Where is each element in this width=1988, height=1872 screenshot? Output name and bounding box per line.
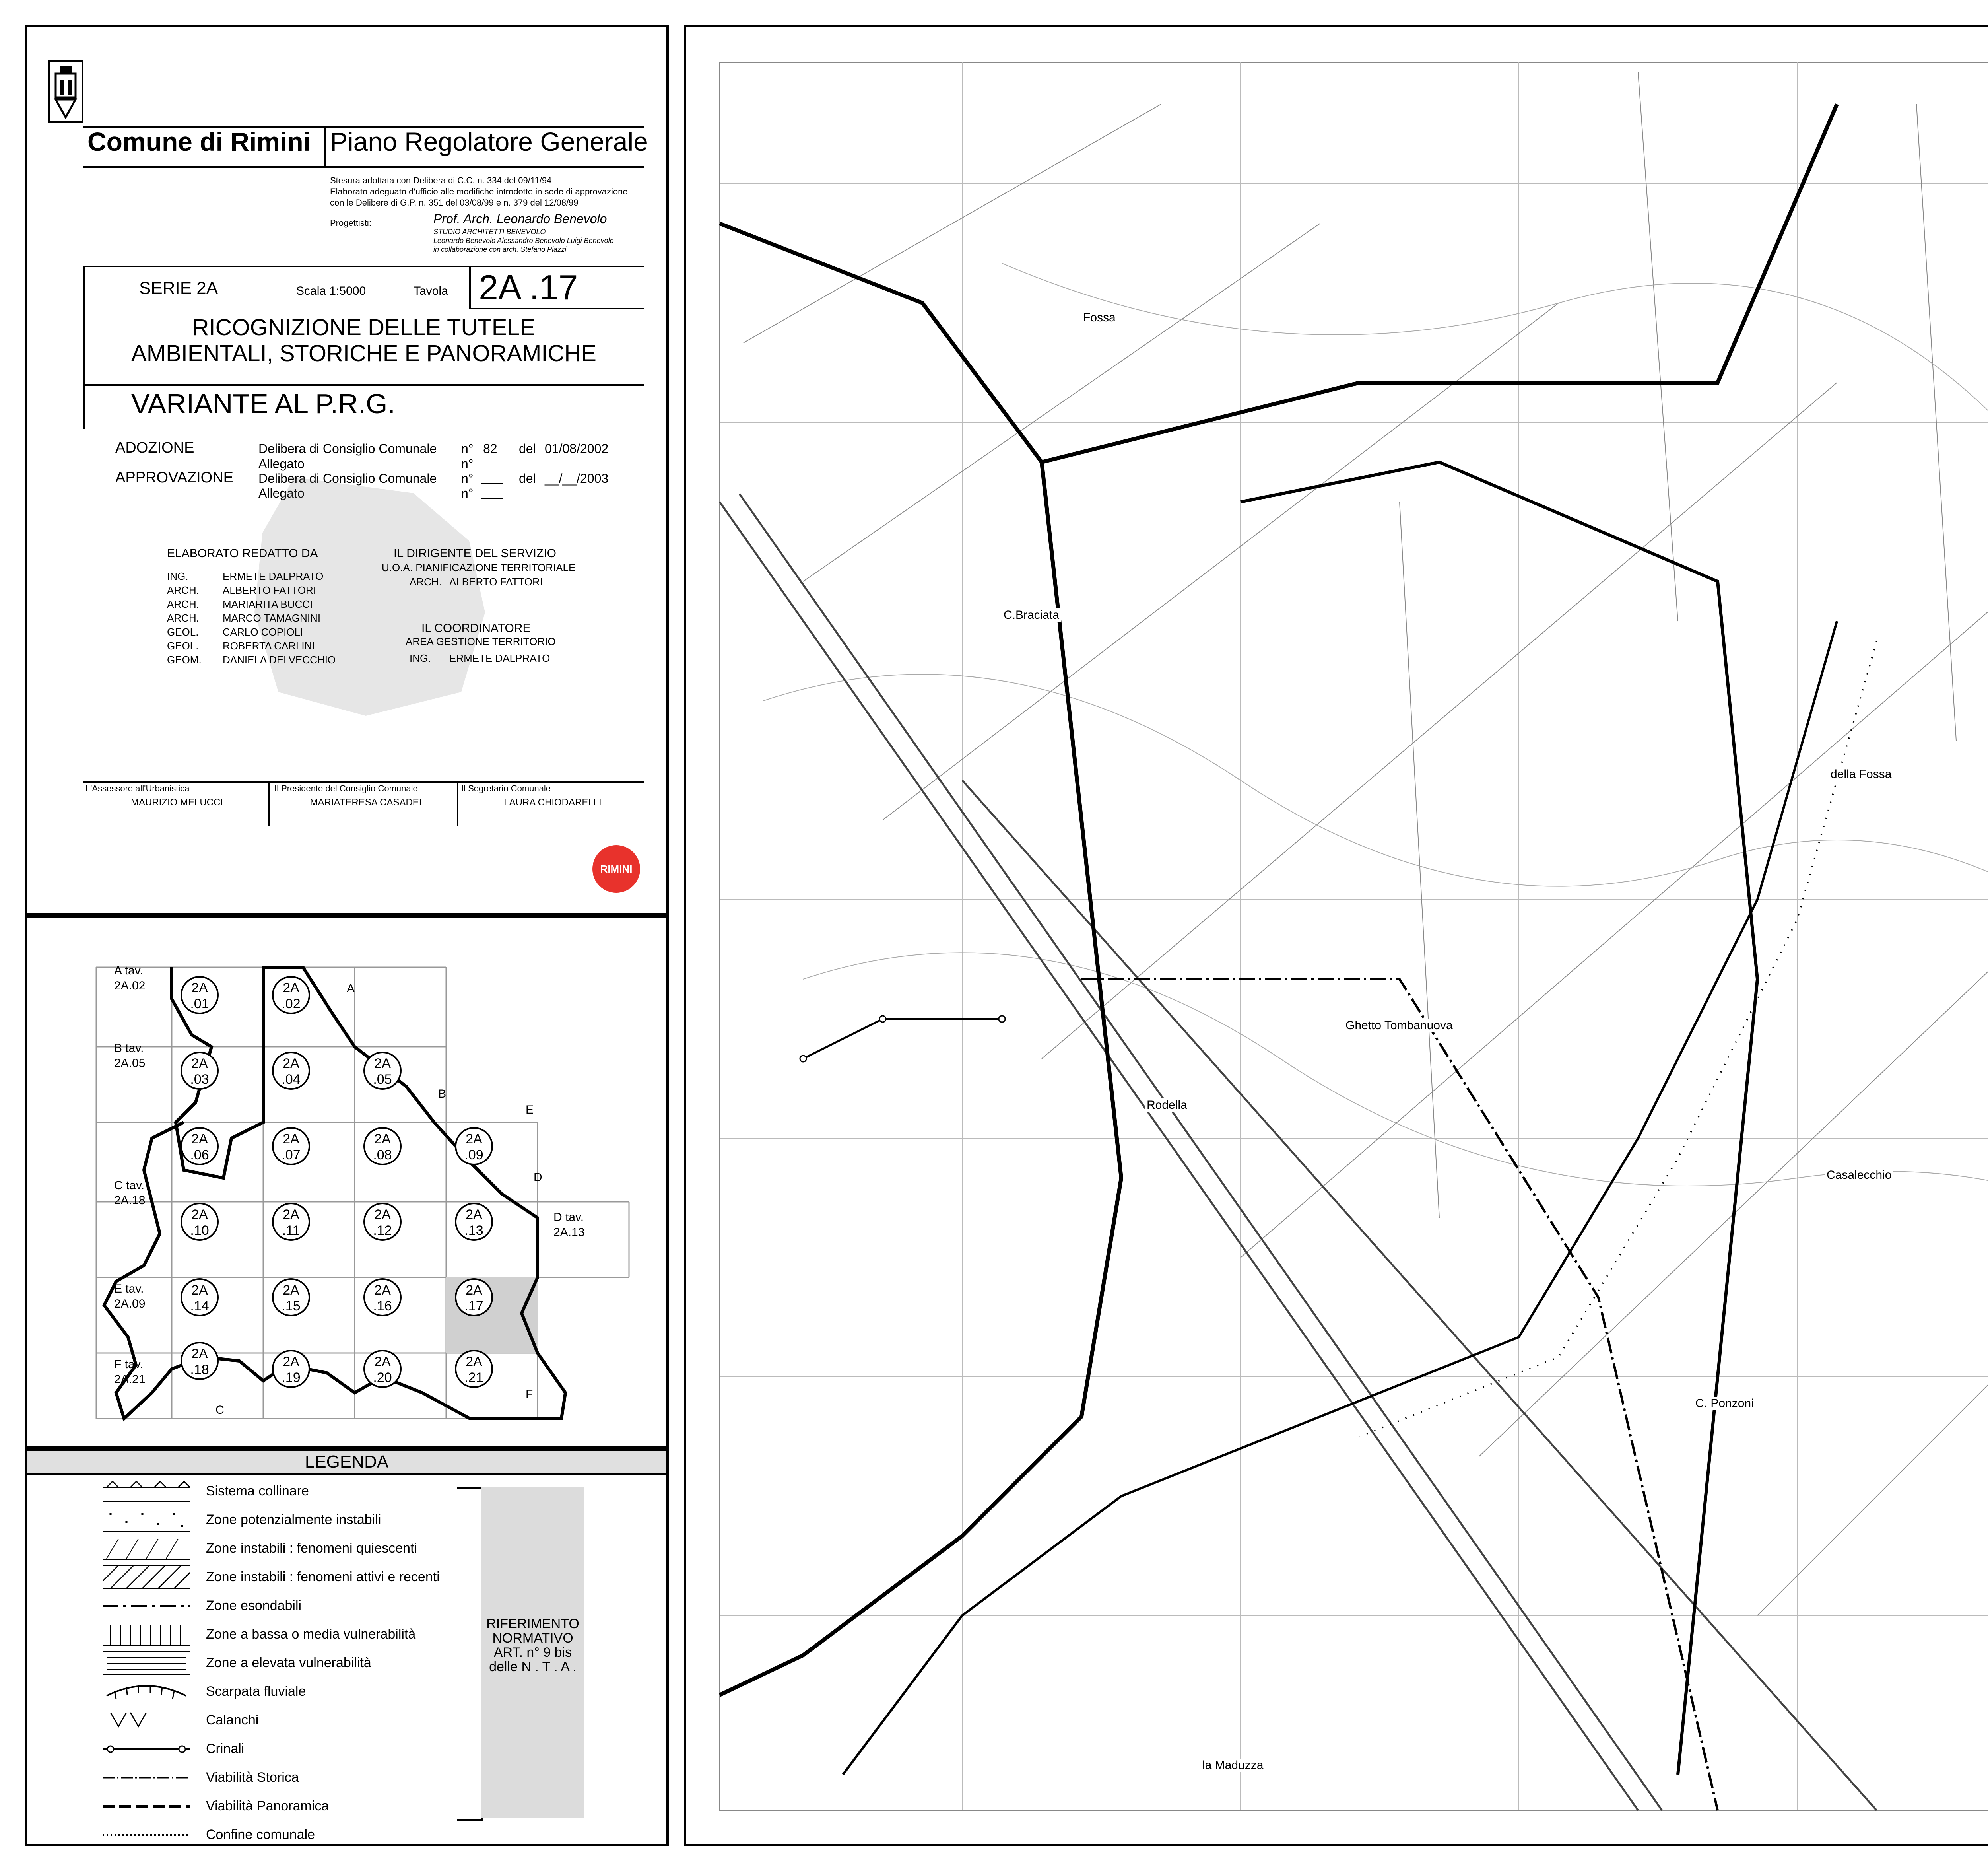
- staff-role: ARCH.: [167, 598, 199, 610]
- signature-label: Il Presidente del Consiglio Comunale: [274, 783, 418, 793]
- map-label-la-maduzza: la Maduzza: [1201, 1759, 1265, 1772]
- index-sheet-circle: 2A .01: [181, 976, 219, 1014]
- adozione-n-label: n°: [461, 441, 474, 456]
- approvazione-date: __/__/2003: [545, 471, 609, 486]
- c-tav: C tav.: [114, 1179, 145, 1192]
- contour-lines: [763, 263, 1988, 1337]
- index-sheet-circle: 2A .20: [363, 1350, 402, 1388]
- map-label-ghetto-tombanuova: Ghetto Tombanuova: [1344, 1019, 1454, 1032]
- viabilita-panoramica-road: [720, 224, 1121, 1695]
- allegato-label: Allegato: [258, 457, 305, 471]
- variante-rule: [83, 384, 644, 386]
- elevata-vulnerabilita-symbol: [103, 1651, 190, 1675]
- index-sheet-circle: 2A .09: [455, 1127, 493, 1165]
- allegato-n-label: n°: [461, 457, 474, 471]
- staff-list: [167, 570, 336, 667]
- confine-comunale-symbol: [103, 1823, 190, 1847]
- scala-label: Scala 1:5000: [296, 284, 366, 297]
- header-rule-bottom: [83, 166, 644, 168]
- d-tav-label: [553, 1210, 584, 1240]
- staff-name: ERMETE DALPRATO: [223, 570, 324, 582]
- bassa-vulnerabilita-symbol: [103, 1623, 190, 1647]
- b-ref: 2A.05: [114, 1057, 146, 1070]
- coordinatore-unit: AREA GESTIONE TERRITORIO: [406, 636, 556, 647]
- staff-row: [167, 653, 336, 667]
- map-label-casalecchio: Casalecchio: [1825, 1168, 1893, 1182]
- index-sheet-circle: 2A .16: [363, 1278, 402, 1316]
- staff-role: GEOL.: [167, 626, 199, 638]
- index-sheet-circle: 2A .05: [363, 1052, 402, 1090]
- staff-role: ARCH.: [167, 612, 199, 624]
- allegato-n-label-2: n°: [461, 486, 474, 500]
- scarpata-fluviale-symbol: [103, 1680, 190, 1704]
- staff-row: [167, 611, 336, 625]
- legend-row-confine-comunale: [27, 1823, 663, 1851]
- progettista-details: [433, 227, 614, 254]
- coordinatore-role: ING.: [410, 652, 431, 664]
- c-ref: 2A.18: [114, 1194, 146, 1207]
- legend-label: Confine comunale: [206, 1827, 315, 1842]
- riferimento-line: delle N . T . A .: [489, 1659, 577, 1674]
- index-sheet-circle: 2A .06: [181, 1127, 219, 1165]
- serie-label: SERIE 2A: [139, 278, 218, 298]
- sistema-collinare-symbol: [103, 1479, 190, 1503]
- legend-label: Calanchi: [206, 1713, 259, 1728]
- adozione-del-label: del: [519, 441, 536, 456]
- stesura-line: Elaborato adeguato d'ufficio alle modifiche introdotte in sede di approvazione: [330, 187, 628, 196]
- progettista-line: in collaborazione con arch. Stefano Piazzi: [433, 245, 567, 253]
- staff-row: [167, 583, 336, 597]
- legend-label: Scarpata fluviale: [206, 1684, 306, 1699]
- index-sheet-circle: 2A .15: [272, 1278, 310, 1316]
- letter-f: F: [526, 1388, 533, 1401]
- stesura-line: Stesura adottata con Delibera di C.C. n. 334 del 09/11/94: [330, 175, 552, 185]
- legend-title-bar: [27, 1451, 666, 1475]
- staff-role: GEOL.: [167, 640, 199, 652]
- index-map: [25, 916, 669, 1448]
- cadastral-map: [684, 25, 1988, 1846]
- index-sheet-circle: 2A .17: [455, 1278, 493, 1316]
- f-tav-label: [114, 1357, 145, 1387]
- index-sheet-circle: 2A .18: [181, 1342, 219, 1380]
- legend-label: Sistema collinare: [206, 1483, 309, 1499]
- map-svg: [684, 25, 1988, 1846]
- signature-name: LAURA CHIODARELLI: [504, 797, 602, 808]
- viabilita-panoramica-road: [1042, 104, 1837, 462]
- legend-label: Zone a elevata vulnerabilità: [206, 1655, 371, 1670]
- staff-row: [167, 597, 336, 611]
- staff-role: ING.: [167, 570, 188, 582]
- piano-name: Piano Regolatore Generale: [330, 127, 648, 156]
- signature-cell: [461, 783, 644, 826]
- dirigente-label: IL DIRIGENTE DEL SERVIZIO: [394, 547, 556, 560]
- letter-b: B: [438, 1087, 447, 1100]
- signature-name: MARIATERESA CASADEI: [310, 797, 422, 808]
- allegato-label-2: Allegato: [258, 486, 305, 500]
- map-label-c-braciata: C.Braciata: [1002, 608, 1061, 622]
- tutele-title-line2: AMBIENTALI, STORICHE E PANORAMICHE: [131, 340, 596, 366]
- index-sheet-circle: 2A .03: [181, 1052, 219, 1090]
- index-sheet-circle: 2A .21: [455, 1350, 493, 1388]
- signature-label: Il Segretario Comunale: [461, 783, 551, 793]
- variante-title: VARIANTE AL P.R.G.: [131, 388, 395, 419]
- rimini-badge: [592, 845, 640, 893]
- approvazione-del-label: del: [519, 471, 536, 486]
- map-grid: [720, 62, 1988, 1810]
- progettisti-label: Progettisti:: [330, 218, 371, 228]
- legend-title: LEGENDA: [305, 1452, 389, 1472]
- rimini-badge-text: RIMINI: [600, 863, 633, 875]
- map-label-rodella: Rodella: [1145, 1098, 1189, 1112]
- approvazione-n-label: n°: [461, 471, 474, 486]
- letter-d: D: [534, 1171, 542, 1184]
- legend-items: [27, 1479, 464, 1845]
- c-tav-label: [114, 1178, 145, 1208]
- legend-label: Viabilità Storica: [206, 1770, 299, 1785]
- tavola-number: 2A .17: [479, 268, 578, 307]
- staff-name: MARCO TAMAGNINI: [223, 612, 321, 624]
- fenomeni-attivi-symbol: [103, 1565, 190, 1589]
- e-tav: E tav.: [114, 1282, 144, 1295]
- legend-label: Zone a bassa o media vulnerabilità: [206, 1627, 416, 1642]
- b-tav: B tav.: [114, 1042, 144, 1055]
- e-ref: 2A.09: [114, 1297, 146, 1310]
- a-tav-label: [114, 963, 145, 993]
- progettista-main: Prof. Arch. Leonardo Benevolo: [433, 212, 607, 226]
- coordinatore-name: ERMETE DALPRATO: [449, 652, 550, 664]
- tavola-label: Tavola: [414, 284, 448, 297]
- e-tav-label: [114, 1281, 145, 1312]
- approvazione-text: Delibera di Consiglio Comunale: [258, 471, 437, 486]
- index-sheet-circle: 2A .08: [363, 1127, 402, 1165]
- index-sheet-circle: 2A .07: [272, 1127, 310, 1165]
- header-divider: [324, 126, 326, 166]
- signature-label: L'Assessore all'Urbanistica: [85, 783, 190, 793]
- railway-lines: [720, 494, 1877, 1810]
- adozione-number: 82: [483, 441, 497, 456]
- staff-name: MARIARITA BUCCI: [223, 598, 313, 610]
- signature-cell: [274, 783, 458, 826]
- d-ref: 2A.13: [553, 1226, 585, 1239]
- signature-name: MAURIZIO MELUCCI: [130, 797, 223, 808]
- riferimento-line: RIFERIMENTO: [486, 1616, 579, 1631]
- staff-name: ROBERTA CARLINI: [223, 640, 315, 652]
- progettista-line: Leonardo Benevolo Alessandro Benevolo Luigi Benevolo: [433, 237, 614, 245]
- legend-label: Zone instabili : fenomeni quiescenti: [206, 1541, 417, 1556]
- legend-label: Zone potenzialmente instabili: [206, 1512, 381, 1527]
- approvazione-label: APPROVAZIONE: [115, 469, 234, 486]
- index-sheet-circle: 2A .11: [272, 1203, 310, 1241]
- adozione-label: ADOZIONE: [115, 439, 194, 456]
- staff-row: [167, 625, 336, 639]
- tutele-title-line1: RICOGNIZIONE DELLE TUTELE: [192, 315, 536, 340]
- f-tav: F tav.: [114, 1358, 143, 1371]
- letter-a: A: [347, 982, 355, 995]
- staff-name: ALBERTO FATTORI: [223, 584, 316, 596]
- map-label-c-ponzoni: C. Ponzoni: [1694, 1397, 1755, 1410]
- legend-label: Viabilità Panoramica: [206, 1798, 329, 1814]
- tavola-number-box: [469, 266, 644, 309]
- d-tav: D tav.: [553, 1211, 584, 1224]
- zone-esondabili-symbol: [103, 1594, 190, 1618]
- potenzialmente-instabili-symbol: [103, 1508, 190, 1532]
- progettista-line: STUDIO ARCHITETTI BENEVOLO: [433, 228, 546, 236]
- riferimento-bracket: [457, 1487, 483, 1821]
- a-ref: 2A.02: [114, 979, 146, 992]
- map-label-della-fossa: della Fossa: [1829, 768, 1893, 781]
- riferimento-line: ART. n° 9 bis: [493, 1645, 572, 1660]
- dirigente-unit: U.O.A. PIANIFICAZIONE TERRITORIALE: [382, 562, 576, 573]
- riferimento-line: NORMATIVO: [492, 1631, 573, 1646]
- staff-name: CARLO COPIOLI: [223, 626, 303, 638]
- signature-rule: [83, 781, 644, 783]
- comune-name: Comune di Rimini: [87, 127, 311, 156]
- index-sheet-circle: 2A .14: [181, 1278, 219, 1316]
- dirigente-role: ARCH.: [410, 576, 442, 588]
- b-tav-label: [114, 1041, 145, 1071]
- coordinatore-label: IL COORDINATORE: [421, 622, 531, 635]
- field-parcel-lines: [744, 72, 1988, 1735]
- letter-e: E: [526, 1103, 534, 1116]
- stesura-notes: [330, 175, 628, 208]
- adozione-date: 01/08/2002: [545, 441, 609, 456]
- viabilita-storica-symbol: [103, 1766, 190, 1790]
- index-sheet-circle: 2A .12: [363, 1203, 402, 1241]
- staff-name: DANIELA DELVECCHIO: [223, 654, 336, 666]
- legend-label: Zone instabili : fenomeni attivi e recenti: [206, 1569, 440, 1584]
- riferimento-text: [481, 1617, 584, 1674]
- legend-label: Crinali: [206, 1741, 245, 1756]
- crinali-symbol: [103, 1737, 190, 1761]
- scarpata-fluviale-line: [843, 621, 1837, 1775]
- riferimento-panel: [481, 1487, 584, 1818]
- fenomeni-quiescenti-symbol: [103, 1537, 190, 1561]
- stesura-line: con le Delibere di G.P. n. 351 del 03/08/99 e n. 379 del 12/08/99: [330, 198, 579, 208]
- index-grid-lines: [96, 967, 629, 1419]
- dirigente-name: ALBERTO FATTORI: [449, 576, 543, 588]
- calanchi-symbol: [103, 1709, 190, 1732]
- rimini-coat-of-arms-logo: [48, 60, 83, 123]
- adozione-text: Delibera di Consiglio Comunale: [258, 441, 437, 456]
- staff-row: [167, 570, 336, 583]
- legend-label: Zone esondabili: [206, 1598, 302, 1613]
- index-sheet-circle: 2A .04: [272, 1052, 310, 1090]
- crinale-line: [803, 1019, 1002, 1059]
- elaborato-label: ELABORATO REDATTO DA: [167, 547, 318, 560]
- letter-c: C: [215, 1404, 224, 1417]
- crinale-markers: [800, 1016, 1005, 1062]
- viabilita-panoramica-symbol: [103, 1794, 190, 1818]
- staff-row: [167, 639, 336, 653]
- staff-role: ARCH.: [167, 584, 199, 596]
- map-label-fossa: Fossa: [1081, 311, 1117, 325]
- index-sheet-circle: 2A .02: [272, 976, 310, 1014]
- index-sheet-circle: 2A .19: [272, 1350, 310, 1388]
- f-ref: 2A.21: [114, 1373, 146, 1386]
- map-inner-border: [720, 62, 1988, 1810]
- a-tav: A tav.: [114, 964, 143, 977]
- staff-role: GEOM.: [167, 654, 202, 666]
- signature-cell: [85, 783, 270, 826]
- index-sheet-circle: 2A .13: [455, 1203, 493, 1241]
- index-sheet-circle: 2A .10: [181, 1203, 219, 1241]
